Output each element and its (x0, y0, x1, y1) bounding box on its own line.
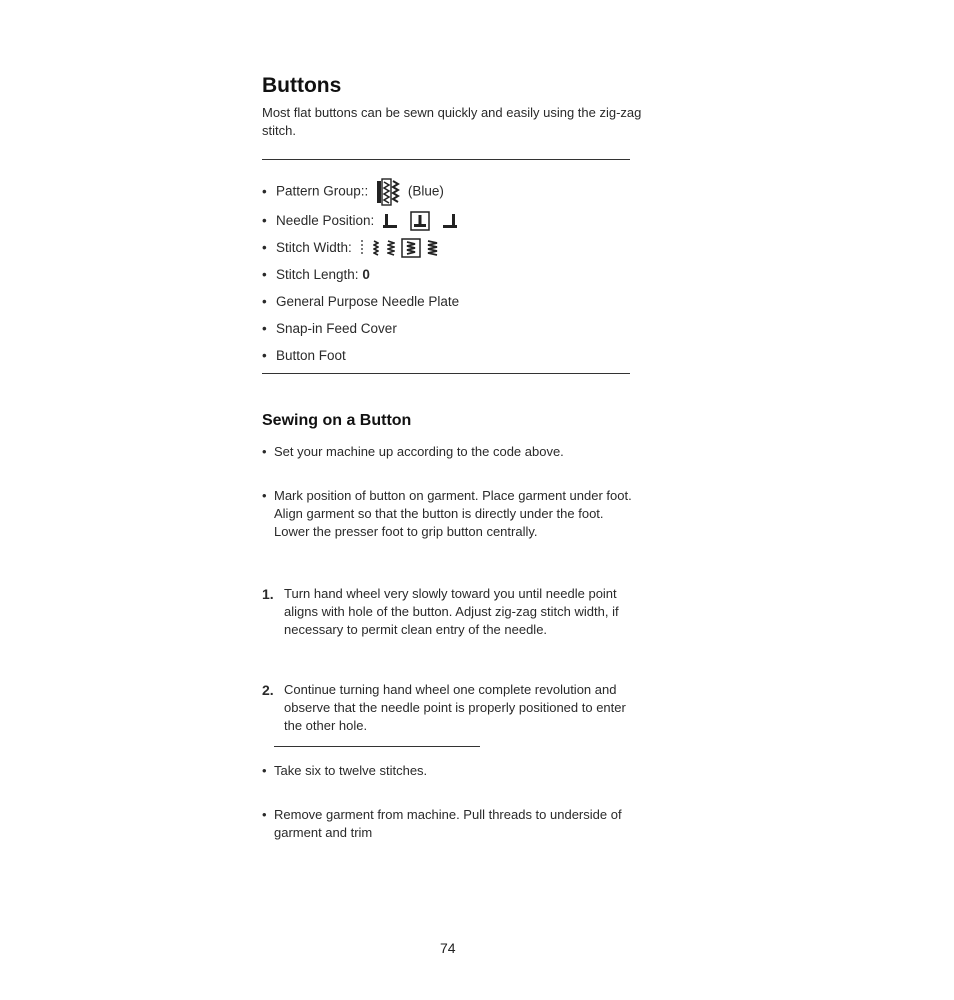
instruction-bullet-2: • Mark position of button on garment. Place garment under foot. Align garment so that the button is directly under the foot. Lower the presser foot to grip button centrally. (262, 487, 634, 541)
step-2 (262, 681, 634, 735)
pattern-group-label: Pattern Group:: (276, 183, 369, 199)
needle-right-icon (442, 212, 458, 230)
pattern-group-stitch-icon (376, 178, 400, 206)
stitch-length-label: Stitch Length: (276, 267, 359, 282)
spec-needle-position: • Needle Position: (262, 211, 458, 231)
step-2-text: Continue turning hand wheel one complete revolution and observe that the needle point is properly positioned to enter the other hole. (284, 682, 626, 733)
stitch-length-value: 0 (362, 267, 370, 282)
spec-stitch-width: • Stitch Width: (262, 238, 438, 258)
instruction-bullet-1-text: Set your machine up according to the code above. (274, 444, 564, 459)
instruction-bullet-2-text: Mark position of button on garment. Place garment under foot. Align garment so that the button is directly under the foot. Lower the presser foot to grip button centrally. (274, 488, 632, 539)
instruction-bullet-4: • Remove garment from machine. Pull threads to underside of garment and trim (262, 806, 634, 842)
spec-foot: • Button Foot (262, 348, 346, 363)
width-selected-icon (401, 238, 421, 258)
foot-text: Button Foot (276, 348, 346, 363)
stitch-width-label: Stitch Width: (276, 240, 352, 255)
width-medium-icon (387, 239, 395, 257)
instruction-bullet-3-text: Take six to twelve stitches. (274, 763, 428, 778)
step-2-number: 2. (262, 682, 274, 698)
feed-cover-text: Snap-in Feed Cover (276, 321, 397, 336)
top-divider (262, 159, 630, 160)
step-1 (262, 585, 634, 639)
instruction-bullet-3: • Take six to twelve stitches. (262, 762, 634, 780)
spec-feed-cover: • Snap-in Feed Cover (262, 321, 397, 336)
spec-pattern-group: • Pattern Group:: (Blue) (262, 178, 444, 206)
section-title: Buttons (262, 74, 342, 97)
needle-center-selected-icon (410, 211, 430, 231)
bottom-divider (262, 373, 630, 374)
instruction-bullet-1: • Set your machine up according to the code above. (262, 443, 634, 461)
width-wide-icon (427, 239, 438, 257)
width-narrow-icon (373, 239, 379, 257)
subsection-title: Sewing on a Button (262, 412, 412, 429)
page-number: 74 (440, 940, 456, 956)
instruction-bullet-4-text: Remove garment from machine. Pull threads to underside of garment and trim (274, 807, 622, 840)
step-1-number: 1. (262, 586, 274, 602)
needle-left-icon (382, 212, 398, 230)
spec-needle-plate: • General Purpose Needle Plate (262, 294, 460, 309)
needle-plate-text: General Purpose Needle Plate (276, 294, 460, 309)
step-1-text: Turn hand wheel very slowly toward you until needle point aligns with hole of the button. Adjust zig-zag stitch width, if necessary to permit clean entry of the needle. (284, 586, 619, 637)
short-divider (274, 746, 480, 747)
pattern-group-color: (Blue) (407, 183, 444, 199)
section-intro: Most flat buttons can be sewn quickly and easily using the zig-zag stitch. (262, 105, 642, 138)
width-narrowest-icon (360, 239, 364, 257)
spec-stitch-length: • Stitch Length: 0 (262, 267, 370, 282)
needle-position-label: Needle Position: (276, 213, 375, 228)
